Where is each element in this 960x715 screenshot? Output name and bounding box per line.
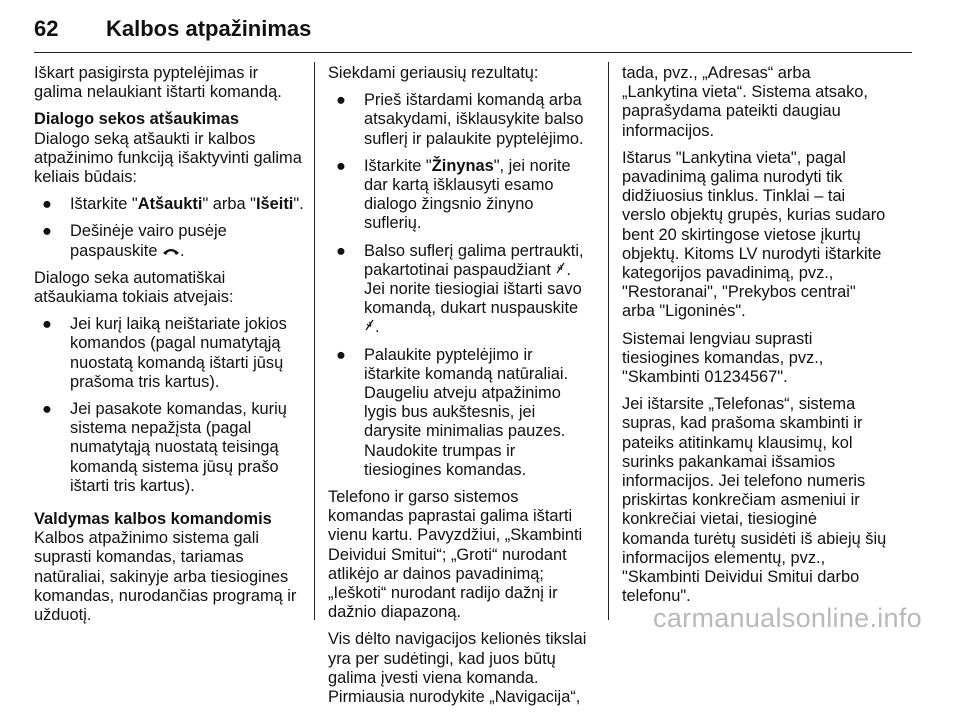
paragraph: Iškart pasigirsta pyptelėjimas ir galima nelaukiant ištarti komandą.: [34, 64, 282, 102]
text: " arba ": [202, 195, 256, 214]
text: Jei pasakote komandas, kurių sistema nepažįsta (pagal numatytąją nuostatą teisingą komandą sistema jūsų prašo ištarti tris kartus).: [70, 400, 287, 495]
bullet-item: [34, 195, 304, 214]
column-3: [622, 64, 888, 614]
paragraph: Siekdami geriausių rezultatų:: [328, 64, 539, 82]
text: Dešinėje vairo pusėje paspauskite: [70, 222, 227, 260]
paragraph: tada, pvz., „Adresas“ arba „Lankytina vieta“. Sistema atsako, paprašydama pateikti daugiau informacijos.: [622, 64, 868, 140]
bullet-item: [34, 222, 304, 260]
paragraph: Jei ištarsite „Telefonas“, sistema supras, kad prašoma skambinti ir pateiks atitinkamų klausimų, kol surinks pakankamai išsamios informacijos. Jei telefono numeris priskirtas konkrečiam asmeniui ir konkrečiai vietai, tiesioginė komanda turėtų susidėti iš abiejų šių informacijos elementų, pvz., "Skambinti Deividui Smitui darbo telefonu".: [622, 395, 887, 606]
header-rule: [34, 52, 912, 53]
column-divider: [314, 62, 315, 620]
bullet-item: [34, 400, 304, 496]
column-2: [328, 64, 590, 715]
bullet-dot: ●: [336, 241, 346, 260]
paragraph: Ištarus "Lankytina vieta", pagal pavadinimą galima nurodyti tik didžiuosius tinklus. Tinklai – tai verslo objektų grupės, kurias sudaro bent 20 skirtingose vietose įkurtų objektų. Kitoms LV nurodyti ištarkite kategorijos pavadinimą, pvz., "Restoranai", "Prekybos centrai" arba "Ligoninės".: [622, 148, 886, 321]
voice-control-icon: [364, 318, 375, 337]
bullet-dot: ●: [42, 195, 52, 214]
paragraph: Vis dėlto navigacijos kelionės tikslai yra per sudėtingi, kad juos būtų galima įvesti viena komanda. Pirmiausia nurodykite „Navigacija“,: [328, 630, 587, 707]
page-number: 62: [34, 16, 59, 41]
text: ".: [293, 195, 304, 214]
watermark: carmanualsonline.info: [653, 603, 922, 633]
paragraph: Telefono ir garso sistemos komandas paprastai galima ištarti vienu kartu. Pavyzdžiui, „Skambinti Deividui Smitui“; „Groti“ nurodant atlikėjo ar dainos pavadinimą; „Ieškoti“ nurodant radijo dažnį ir dažnio diapazoną.: [328, 488, 583, 622]
end-call-icon: [162, 242, 180, 261]
bullet-dot: ●: [42, 222, 52, 241]
column-divider: [608, 62, 609, 620]
voice-control-icon: [555, 261, 566, 280]
text: ", jei norite dar kartą išklausyti esamo dialogo žingsnio žinyno suflerių.: [364, 156, 571, 233]
text: . Jei norite tiesiogiai ištarti savo komandą, dukart nuspauskite: [364, 260, 582, 318]
bold-term: Išeiti: [256, 195, 294, 214]
bullet-item: [328, 91, 590, 149]
text: Palaukite pyptelėjimo ir ištarkite komandą natūraliai. Daugeliu atveju atpažinimo lygis bus aukštesnis, jei darysite minimalias pauzes. Naudokite trumpas ir tiesiogines komandas.: [364, 345, 569, 479]
bullet-dot: ●: [42, 315, 52, 334]
bullet-dot: ●: [42, 400, 52, 419]
bullet-item: [328, 346, 590, 480]
column-1: [34, 64, 304, 633]
text: Ištarkite ": [364, 156, 432, 175]
paragraph: Dialogo seka automatiškai atšaukiama tokiais atvejais:: [34, 268, 234, 307]
page-header: [34, 10, 886, 44]
paragraph: Kalbos atpažinimo sistema gali suprasti komandas, tariamas natūraliai, sakinyje arba tiesiogines komandas, nurodančias programą ir užduotį.: [34, 529, 297, 625]
section-heading: Valdymas kalbos komandomis: [34, 510, 272, 529]
bullet-item: [328, 242, 590, 338]
bullet-dot: ●: [336, 345, 346, 364]
text: Jei kurį laiką neištariate jokios komandos (pagal numatytąją nuostatą komandą ištarti jūsų prašoma tris kartus).: [70, 315, 287, 391]
bold-term: Žinynas: [431, 156, 494, 175]
bullet-dot: ●: [336, 91, 346, 110]
text: Balso suflerį galima pertraukti, pakartotinai paspaudžiant: [364, 241, 584, 279]
bullet-dot: ●: [336, 156, 346, 175]
text: Ištarkite ": [70, 195, 138, 214]
section-heading: Dialogo sekos atšaukimas: [34, 110, 239, 129]
paragraph: Dialogo seką atšaukti ir kalbos atpažinimo funkciją išaktyvinti galima keliais būdais:: [34, 129, 302, 187]
bullet-item: [34, 315, 304, 392]
bold-term: Atšaukti: [137, 195, 203, 214]
text: .: [375, 318, 380, 337]
bullet-item: [328, 157, 590, 234]
text: .: [180, 241, 185, 260]
text: Prieš ištardami komandą arba atsakydami, išklausykite balso suflerį ir palaukite pyptelėjimo.: [364, 91, 584, 148]
page-title: Kalbos atpažinimas: [106, 16, 312, 41]
paragraph: Sistemai lengviau suprasti tiesiogines komandas, pvz., "Skambinti 01234567".: [622, 329, 824, 387]
